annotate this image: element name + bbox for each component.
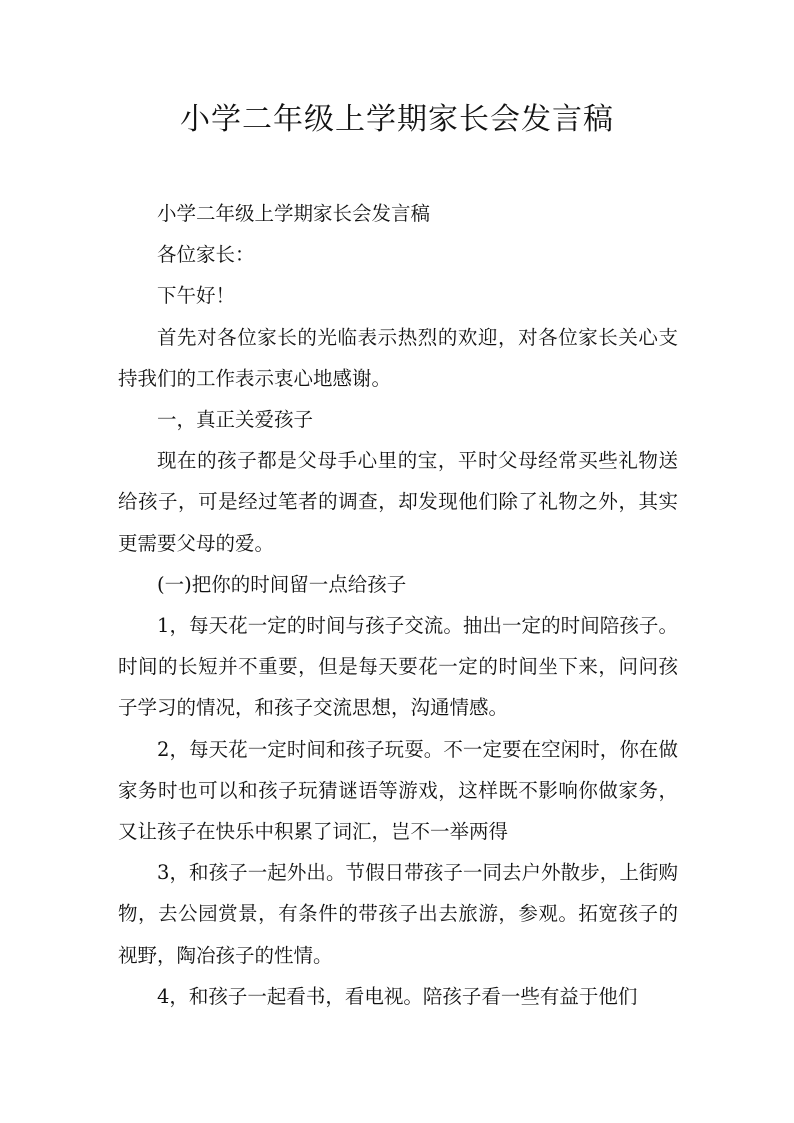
- document-body: [118, 193, 678, 1017]
- list-item-reading: 4，和孩子一起看书，看电视。陪孩子看一些有益于他们: [157, 984, 638, 1008]
- list-item-communicate: 1，每天花一定的时间与孩子交流。抽出一定的时间陪孩子。时间的长短并不重要，但是每天要花一定的时间坐下来，问问孩子学习的情况，和孩子交流思想，沟通情感。: [118, 614, 678, 720]
- document-title: 小学二年级上学期家长会发言稿: [180, 102, 614, 137]
- section-heading-care: 一，真正关爱孩子: [157, 408, 314, 432]
- paragraph-greeting: 下午好！: [157, 284, 236, 308]
- list-item-play: 2，每天花一定时间和孩子玩耍。不一定要在空闲时，你在做家务时也可以和孩子玩猜谜语等游戏，这样既不影响你做家务，又让孩子在快乐中积累了词汇，岂不一举两得: [118, 737, 678, 844]
- paragraph-salutation: 各位家长：: [157, 243, 255, 267]
- subsection-heading-time: (一)把你的时间留一点给孩子: [157, 572, 407, 596]
- list-item-outing: 3，和孩子一起外出。节假日带孩子一同去户外散步，上街购物，去公园赏景，有条件的带孩子出去旅游，参观。拓宽孩子的视野，陶冶孩子的性情。: [118, 861, 678, 967]
- paragraph-heading-repeat: 小学二年级上学期家长会发言稿: [157, 202, 431, 225]
- paragraph-welcome: 首先对各位家长的光临表示热烈的欢迎，对各位家长关心支持我们的工作表示衷心地感谢。: [118, 325, 678, 390]
- paragraph-care-intro: 现在的孩子都是父母手心里的宝，平时父母经常买些礼物送给孩子，可是经过笔者的调查，却发现他们除了礼物之外，其实更需要父母的爱。: [118, 449, 678, 555]
